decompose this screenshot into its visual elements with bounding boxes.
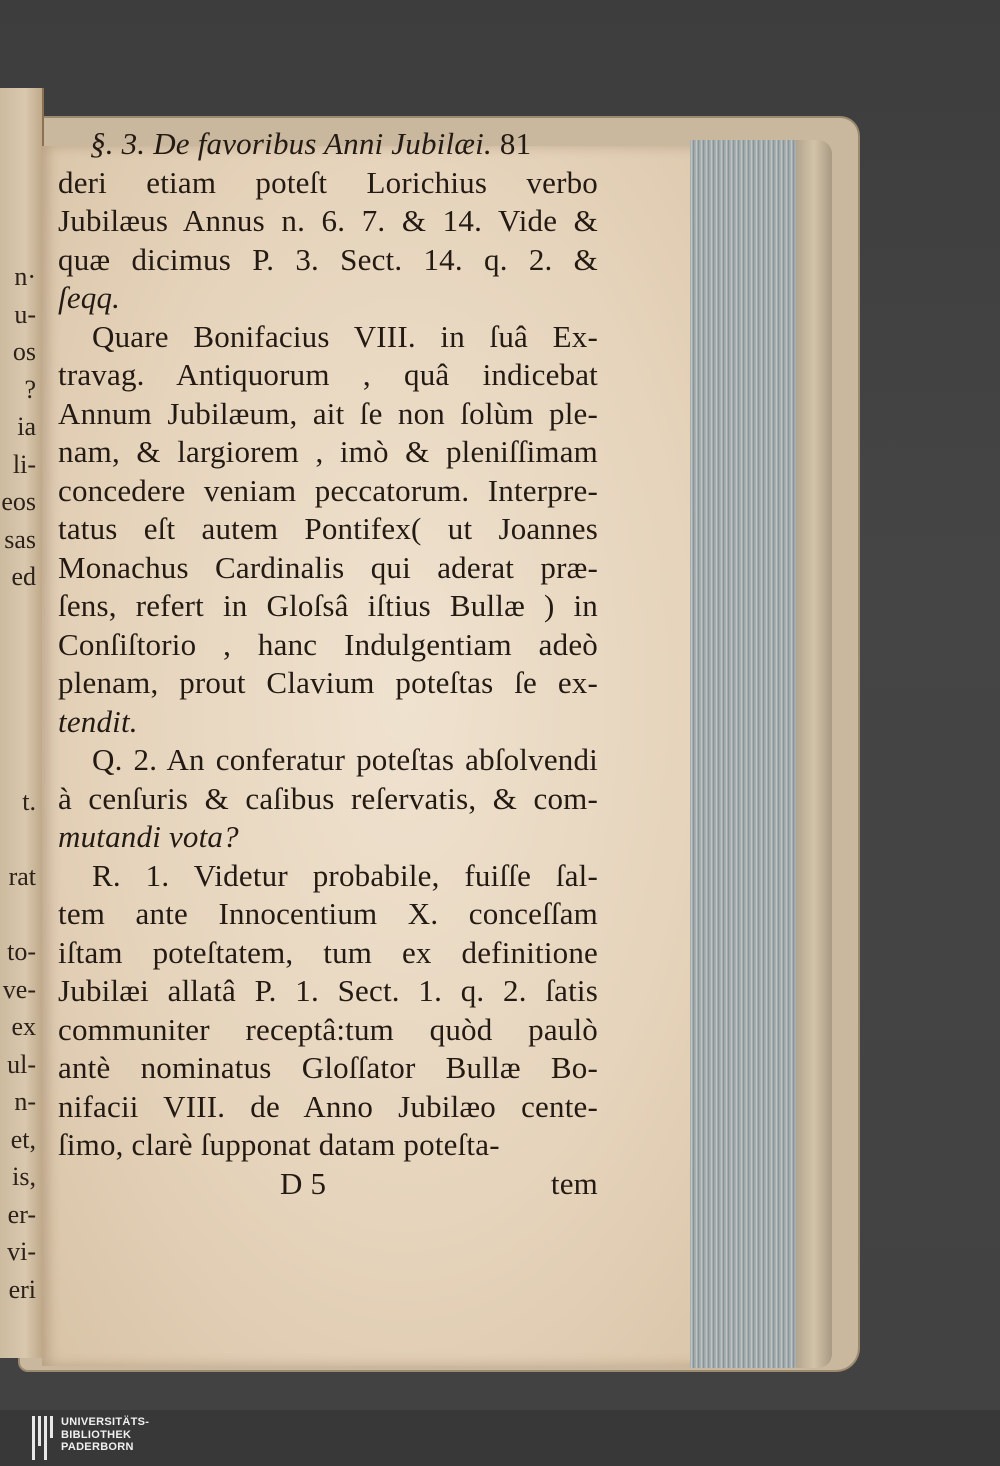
left-page-edge xyxy=(0,88,44,1358)
text-line: R. 1. Videtur probabile, fuiſſe ſal- xyxy=(92,857,598,893)
left-fragment xyxy=(0,671,40,709)
catchword: tem xyxy=(550,1165,598,1201)
text-line: à cenſuris & caſibus reſervatis, & com- xyxy=(58,780,598,816)
page-number: 81 xyxy=(499,126,532,161)
header-title: §. 3. De favoribus Anni Jubilæi. xyxy=(90,126,492,161)
text-line: Jubilæus Annus n. 6. 7. & 14. Vide & xyxy=(58,203,598,238)
body-lines xyxy=(58,164,598,1165)
left-fragment: ex xyxy=(11,1012,36,1041)
left-fragment xyxy=(0,746,40,784)
left-fragment: li- xyxy=(12,449,36,479)
left-fragment xyxy=(0,896,40,934)
text-line: ſeqq. xyxy=(58,280,121,315)
logo-line-1: UNIVERSITÄTS- xyxy=(61,1416,150,1428)
page-fore-edge xyxy=(690,140,802,1368)
text-line: Annum Jubilæum, ait ſe non ſolùm ple- xyxy=(58,395,598,431)
text-line: Conſiſtorio , hanc Indulgentiam adeò xyxy=(58,626,598,662)
text-line: plenam, prout Clavium poteſtas ſe ex- xyxy=(58,665,598,700)
left-fragment: et, xyxy=(10,1124,36,1154)
logo-bars-icon xyxy=(32,1416,53,1460)
left-fragment: ed xyxy=(11,562,36,591)
text-line: deri etiam poteſt Lorichius verbo xyxy=(58,164,598,200)
left-fragment: vi- xyxy=(7,1237,36,1266)
text-line: tem ante Innocentium X. conceſſam xyxy=(58,896,598,931)
left-fragment: n- xyxy=(14,1087,36,1116)
left-fragment: os xyxy=(12,337,36,366)
left-fragment xyxy=(0,708,40,746)
library-logo xyxy=(32,1416,149,1462)
text-line: mutandi vota? xyxy=(58,819,239,854)
logo-text xyxy=(61,1416,149,1454)
left-fragment xyxy=(0,821,40,859)
text-line: ſens, refert in Gloſsâ iſtius Bullæ ) in xyxy=(58,588,598,623)
text-line: antè nominatus Gloſſator Bullæ Bo- xyxy=(58,1050,598,1085)
left-fragment: ia xyxy=(17,412,36,441)
left-fragment: is, xyxy=(12,1162,36,1191)
left-fragment: rat xyxy=(8,862,36,891)
left-fragment: n· xyxy=(14,262,36,291)
left-fragment: eos xyxy=(1,487,36,516)
page-text xyxy=(58,125,598,1203)
left-fragment: t. xyxy=(22,787,36,816)
left-fragment xyxy=(0,633,40,671)
text-line: Quare Bonifacius VIII. in ſuâ Ex- xyxy=(92,318,598,354)
left-fragment: u- xyxy=(14,299,36,329)
text-line: nifacii VIII. de Anno Jubilæo cente- xyxy=(58,1088,598,1124)
left-fragment: er- xyxy=(7,1199,36,1229)
text-line: concedere veniam peccatorum. Interpre- xyxy=(58,472,598,508)
text-line: ſimo, clarè ſupponat datam poteſta- xyxy=(58,1127,500,1162)
left-fragment: to- xyxy=(7,937,36,966)
page-footer xyxy=(58,1165,598,1204)
text-line: tatus eſt autem Pontifex( ut Joannes xyxy=(58,511,598,546)
library-footer xyxy=(0,1410,1000,1466)
text-line: tendit. xyxy=(58,703,138,739)
text-line: communiter receptâ:tum quòd paulò xyxy=(58,1011,598,1047)
left-fragment: ? xyxy=(24,374,36,404)
left-fragment: sas xyxy=(4,524,36,554)
left-fragment: eri xyxy=(8,1274,36,1304)
text-line: Monachus Cardinalis qui aderat præ- xyxy=(58,549,598,585)
text-line: iſtam poteſtatem, tum ex definitione xyxy=(58,934,598,970)
logo-line-2: BIBLIOTHEK xyxy=(61,1428,132,1441)
left-fragment: ul- xyxy=(7,1049,36,1079)
logo-line-3: PADERBORN xyxy=(61,1441,134,1453)
text-line: nam, & largiorem , imò & pleniſſimam xyxy=(58,434,598,469)
text-line: quæ dicimus P. 3. Sect. 14. q. 2. & xyxy=(58,241,598,277)
text-line: Q. 2. An conferatur poteſtas abſolvendi xyxy=(92,742,598,777)
left-fragment xyxy=(0,596,40,634)
left-page-text-fragments xyxy=(0,258,40,1308)
left-fragment: ve- xyxy=(2,974,36,1004)
signature-mark: D 5 xyxy=(280,1165,327,1201)
running-header xyxy=(58,125,598,164)
text-line: Jubilæi allatâ P. 1. Sect. 1. q. 2. ſatis xyxy=(58,973,598,1008)
text-line: travag. Antiquorum , quâ indicebat xyxy=(58,357,598,392)
